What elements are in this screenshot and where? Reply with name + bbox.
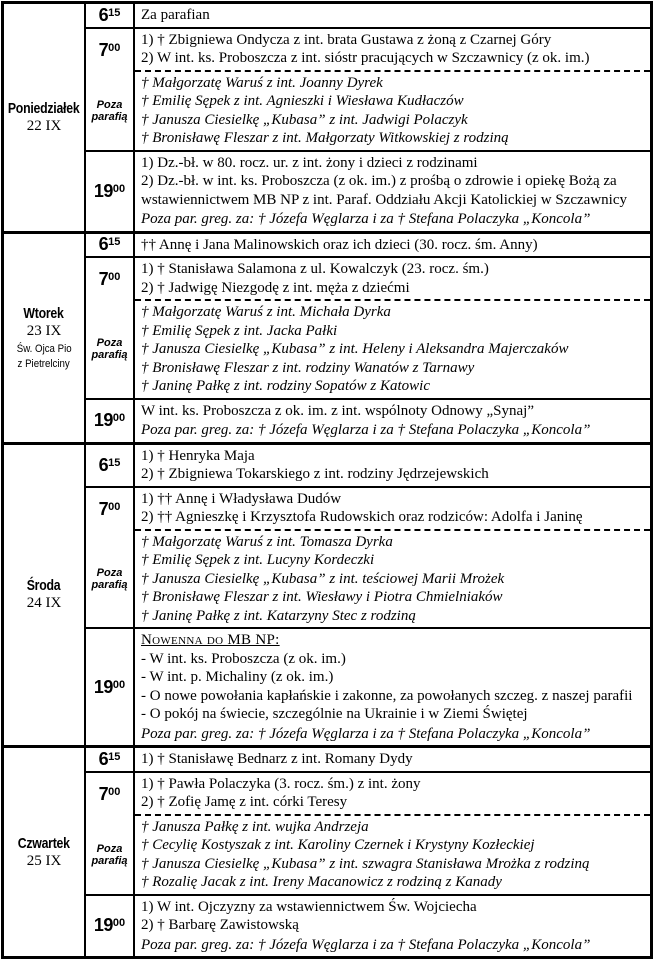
time-cell-t1900 [86,896,135,957]
time-cell-t700 [86,773,135,816]
time-hour: 7 [98,39,109,60]
time-minutes: 15 [108,456,121,469]
row-615 [86,234,650,259]
time-minutes: 00 [112,917,126,930]
poza-intention-line: † Janusza Pałkę z int. wujka Andrzeja [141,818,369,835]
intention-line: 1) † Pawła Polaczyka (3. rocz. śm.) z int. żony [141,775,421,792]
row-1900 [86,400,650,442]
poza-intention-line: † Bronisławę Fleszar z int. Małgorzaty Witkowskiej z rodziną [141,130,509,146]
row-615 [86,445,650,488]
row-700 [86,488,650,531]
time-cell-t1900 [86,152,135,231]
poza-intention-line: † Emilię Sępek z int. Jacka Pałki [141,322,338,339]
intention-line: W int. ks. Proboszcza z ok. im. z int. wspólnoty Odnowy „Synaj” [141,402,535,419]
time-cell-t700 [86,258,135,301]
poza-intention-line: † Janusza Ciesielkę „Kubasa” z int. Heleny i Aleksandra Majerczaków [141,341,569,357]
row-700 [86,258,650,301]
intentions-615 [135,445,650,486]
intentions-700 [135,773,650,816]
time-cell-t700 [86,488,135,531]
day-date: 25 IX [26,852,62,869]
gregorian-note: Poza par. greg. za: † Józefa Węglarza i za † Stefana Polaczyka „Koncola” [141,211,591,227]
row-poza-parafia [86,72,650,152]
time-label [94,915,125,936]
time-hour: 19 [93,410,113,430]
day-rows [86,234,650,442]
day-name: Czwartek [17,834,71,852]
intentions-poza [135,72,650,150]
time-cell-t615 [86,445,135,486]
intention-line: - O nowe powołania kapłańskie i zakonne, za powołanych szczeg. z naszej parafii [141,687,633,704]
time-cell-t615 [86,234,135,257]
day-feast-line: Św. Ojca Pio [16,342,72,355]
poza-intention-line: † Małgorzatę Waruś z int. Tomasza Dyrka [141,533,393,550]
time-label [99,234,121,255]
poza-parafia-label: Poza parafią [91,842,128,867]
poza-intention-line: † Janusza Ciesielkę „Kubasa” z int. teściowej Marii Mrożek [141,570,505,587]
intentions-615 [135,234,650,257]
intention-line: 2) † Jadwigę Niezgodę z int. męża z dziećmi [141,279,410,296]
intentions-700 [135,488,650,531]
day-block [4,234,650,445]
intention-line: - W int. p. Michaliny (z ok. im.) [141,669,334,685]
time-hour: 6 [98,4,109,25]
day-cell [4,748,86,956]
row-1900 [86,152,650,231]
time-cell-t615 [86,748,135,771]
intentions-700 [135,29,650,72]
time-label [94,677,125,698]
day-cell [4,4,86,231]
poza-intention-line: † Małgorzatę Waruś z int. Michała Dyrka [141,304,391,320]
poza-intention-line: † Janinę Pałkę z int. Katarzyny Stec z rodziną [141,607,416,624]
time-label [99,269,121,290]
intention-line: 1) † Stanisławę Bednarz z int. Romany Dydy [141,751,413,767]
poza-intention-line: † Bronisławę Fleszar z int. Wiesławy i Piotra Chmielniaków [141,589,503,605]
time-hour: 6 [98,234,109,255]
day-name: Środa [27,577,61,595]
poza-intention-line: † Cecylię Kostyszak z int. Karoliny Czernek i Krystyny Kozłeckiej [141,837,535,853]
poza-intention-line: † Małgorzatę Waruś z int. Joanny Dyrek [141,74,383,91]
time-cell-t615 [86,4,135,27]
intention-line: - O pokój na świecie, szczególnie na Ukrainie i w Ziemi Świętej [141,706,528,722]
intention-line: 2) † Zbigniewa Tokarskiego z int. rodziny Jędrzejewskich [141,466,489,482]
time-hour: 19 [93,915,113,936]
row-615 [86,748,650,773]
poza-intention-line: † Janinę Pałkę z int. rodziny Sopatów z Katowic [141,378,431,394]
intention-line: 1) †† Annę i Władysława Dudów [141,490,342,507]
mass-intentions-table [1,1,653,959]
poza-parafia-cell [86,72,135,150]
intentions-615 [135,748,650,771]
time-minutes: 00 [108,41,121,54]
time-label [99,499,121,520]
day-rows [86,4,650,231]
time-label [99,749,121,770]
time-minutes: 00 [112,182,126,195]
row-700 [86,773,650,816]
intentions-1900 [135,152,650,231]
time-label [99,5,121,26]
row-700 [86,29,650,72]
row-615 [86,4,650,29]
intention-line: 1) Dz.-bł. w 80. rocz. ur. z int. żony i dzieci z rodzinami [141,154,478,171]
day-name: Poniedziałek [8,99,80,117]
poza-parafia-cell [86,531,135,628]
time-minutes: 00 [108,500,121,513]
time-cell-t1900 [86,629,135,745]
intention-line: 1) W int. Ojczyzny za wstawiennictwem Św. Wojciecha [141,898,477,915]
gregorian-note: Poza par. greg. za: † Józefa Węglarza i za † Stefana Polaczyka „Koncola” [141,936,591,953]
time-label [99,784,121,805]
time-label [99,455,121,476]
time-hour: 19 [93,180,113,201]
intentions-1900 [135,629,650,745]
row-poza-parafia [86,301,650,400]
day-cell [4,445,86,746]
poza-intention-line: † Janusza Ciesielkę „Kubasa” z int. Jadwigi Polaczyk [141,111,468,128]
intentions-poza [135,301,650,398]
intention-line: †† Annę i Jana Malinowskich oraz ich dzieci (30. rocz. śm. Anny) [141,236,538,253]
intention-line: 1) † Zbigniewa Ondycza z int. brata Gustawa z żoną z Czarnej Góry [141,31,552,48]
intention-line: 2) † Zofię Jamę z int. córki Teresy [141,794,348,810]
intention-line: Za parafian [141,7,210,23]
time-minutes: 15 [108,6,121,19]
intention-line: - W int. ks. Proboszcza (z ok. im.) [141,650,346,667]
intentions-615 [135,4,650,27]
poza-parafia-label: Poza parafią [91,337,128,362]
time-label [99,40,121,61]
nowenna-heading: Nowenna do MB NP: [141,632,280,648]
intentions-poza [135,816,650,894]
time-minutes: 00 [112,678,126,691]
intention-line: 2) Dz.-bł. w int. ks. Proboszcza (z ok. im.) z prośbą o zdrowie i opiekę Bożą za wstawiennictwem MB NP z int. Paraf. Oddziału Akcji Katolickiej w Szczawnicy [141,173,627,208]
time-label [94,181,125,202]
day-block [4,4,650,234]
day-block [4,748,650,956]
poza-intention-line: † Emilię Sępek z int. Agnieszki i Wiesława Kudłaczów [141,93,464,109]
day-name: Wtorek [23,304,65,322]
intention-line: 1) † Stanisława Salamona z ul. Kowalczyk (23. rocz. śm.) [141,261,489,277]
day-date: 22 IX [26,117,62,134]
gregorian-note: Poza par. greg. za: † Józefa Węglarza i za † Stefana Polaczyka „Koncola” [141,725,591,742]
day-block [4,445,650,749]
poza-intention-line: † Janusza Ciesielkę „Kubasa” z int. szwagra Stanisława Mrożka z rodziną [141,855,590,872]
row-poza-parafia [86,816,650,896]
poza-intention-line: † Emilię Sępek z int. Lucyny Kordeczki [141,552,375,568]
poza-parafia-cell [86,301,135,398]
poza-intention-line: † Bronisławę Fleszar z int. rodziny Wanatów z Tarnawy [141,359,475,376]
intentions-1900 [135,896,650,957]
poza-parafia-label: Poza parafią [91,98,128,123]
row-poza-parafia [86,531,650,630]
intentions-1900 [135,400,650,442]
time-hour: 7 [98,269,109,289]
day-date: 24 IX [26,595,62,612]
time-cell-t1900 [86,400,135,442]
day-date: 23 IX [26,322,62,339]
intention-line: 2) † Barbarę Zawistowską [141,917,299,933]
time-hour: 7 [98,498,109,519]
row-1900 [86,896,650,957]
time-hour: 7 [98,783,109,804]
poza-intention-line: † Rozalię Jacak z int. Ireny Macanowicz z rodziną z Kanady [141,874,502,890]
gregorian-note: Poza par. greg. za: † Józefa Węglarza i za † Stefana Polaczyka „Koncola” [141,422,591,438]
time-label [94,410,125,431]
intention-line: 2) W int. ks. Proboszcza z int. sióstr pracujących w Szczawnicy (z ok. im.) [141,50,590,66]
row-1900 [86,629,650,745]
poza-parafia-label: Poza parafią [91,566,128,591]
time-minutes: 00 [108,785,121,798]
poza-parafia-cell [86,816,135,894]
time-hour: 6 [98,454,109,475]
time-minutes: 15 [108,750,121,763]
intentions-poza [135,531,650,628]
day-cell [4,234,86,442]
time-minutes: 00 [112,412,126,424]
intention-line: 1) † Henryka Maja [141,447,255,464]
time-cell-t700 [86,29,135,72]
time-minutes: 15 [108,236,121,249]
day-rows [86,748,650,956]
day-rows [86,445,650,746]
intentions-700 [135,258,650,301]
time-minutes: 00 [108,271,121,283]
day-feast-line: z Pietrelciny [17,358,71,370]
time-hour: 19 [93,676,113,697]
time-hour: 6 [98,748,109,769]
intention-line: 2) †† Agnieszkę i Krzysztofa Rudowskich oraz rodziców: Adolfa i Janinę [141,509,583,525]
